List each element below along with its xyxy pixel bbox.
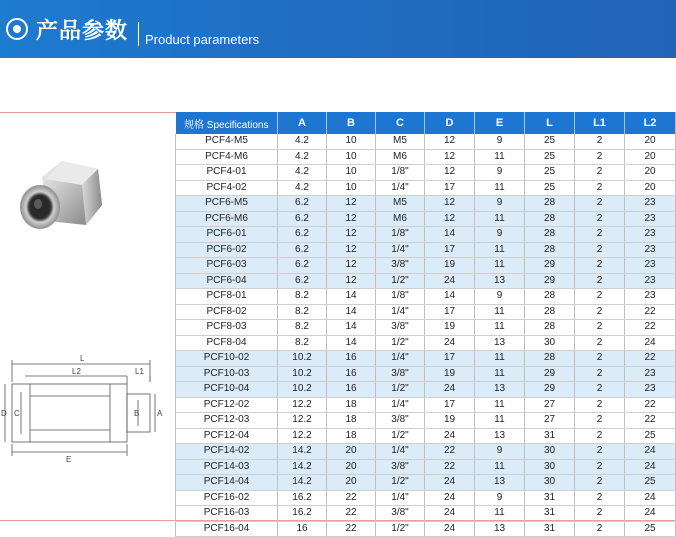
spec-value-cell: 12 bbox=[425, 211, 475, 227]
spec-value-cell: 13 bbox=[475, 273, 525, 289]
spec-value-cell: 24 bbox=[425, 475, 475, 491]
spec-value-cell: 24 bbox=[625, 444, 676, 460]
spec-value-cell: 28 bbox=[525, 196, 575, 212]
spec-value-cell: 20 bbox=[625, 134, 676, 149]
spec-value-cell: 10 bbox=[327, 134, 376, 149]
spec-value-cell: 23 bbox=[625, 273, 676, 289]
spec-value-cell: 30 bbox=[525, 459, 575, 475]
spec-model-cell: PCF8-01 bbox=[176, 289, 278, 305]
spec-value-cell: 2 bbox=[575, 428, 625, 444]
spec-value-cell: 14.2 bbox=[278, 475, 327, 491]
spec-value-cell: 2 bbox=[575, 134, 625, 149]
spec-value-cell: 13 bbox=[475, 521, 525, 537]
table-row bbox=[176, 196, 676, 212]
spec-value-cell: 16 bbox=[327, 382, 376, 398]
spec-value-cell: 1/2" bbox=[376, 475, 425, 491]
column-header: L2 bbox=[625, 112, 676, 134]
spec-value-cell: 2 bbox=[575, 289, 625, 305]
spec-value-cell: 12 bbox=[425, 149, 475, 165]
table-row bbox=[176, 211, 676, 227]
spec-value-cell: 14.2 bbox=[278, 444, 327, 460]
spec-value-cell: 9 bbox=[475, 289, 525, 305]
specifications-table bbox=[175, 112, 676, 537]
spec-value-cell: 22 bbox=[625, 351, 676, 367]
spec-value-cell: 20 bbox=[625, 180, 676, 196]
diagram-label-D: D bbox=[1, 409, 7, 418]
diagram-label-E: E bbox=[66, 455, 72, 464]
spec-value-cell: 16 bbox=[327, 351, 376, 367]
column-header: L1 bbox=[575, 112, 625, 134]
spec-value-cell: 23 bbox=[625, 289, 676, 305]
table-row bbox=[176, 475, 676, 491]
fitting-photo bbox=[16, 155, 108, 245]
page-subtitle: Product parameters bbox=[145, 32, 260, 47]
table-row bbox=[176, 351, 676, 367]
spec-value-cell: 1/8" bbox=[376, 227, 425, 243]
spec-value-cell: 2 bbox=[575, 397, 625, 413]
spec-value-cell: 24 bbox=[425, 506, 475, 522]
spec-value-cell: 16.2 bbox=[278, 506, 327, 522]
table-row bbox=[176, 444, 676, 460]
spec-value-cell: 17 bbox=[425, 351, 475, 367]
spec-value-cell: 19 bbox=[425, 320, 475, 336]
spec-model-cell: PCF8-04 bbox=[176, 335, 278, 351]
spec-value-cell: 17 bbox=[425, 180, 475, 196]
table-row bbox=[176, 397, 676, 413]
table-body bbox=[176, 134, 676, 537]
spec-value-cell: 1/2" bbox=[376, 335, 425, 351]
spec-model-cell: PCF16-03 bbox=[176, 506, 278, 522]
spec-value-cell: 2 bbox=[575, 490, 625, 506]
spec-value-cell: 11 bbox=[475, 366, 525, 382]
diagram-label-C: C bbox=[14, 409, 20, 418]
spec-value-cell: 31 bbox=[525, 521, 575, 537]
spec-value-cell: 11 bbox=[475, 258, 525, 274]
table-row bbox=[176, 335, 676, 351]
spec-value-cell: 11 bbox=[475, 304, 525, 320]
spec-value-cell: 22 bbox=[425, 444, 475, 460]
spec-value-cell: M6 bbox=[376, 211, 425, 227]
table-row bbox=[176, 258, 676, 274]
spec-value-cell: 18 bbox=[327, 397, 376, 413]
spec-model-cell: PCF6-03 bbox=[176, 258, 278, 274]
spec-model-cell: PCF10-02 bbox=[176, 351, 278, 367]
spec-value-cell: 17 bbox=[425, 397, 475, 413]
spec-value-cell: 29 bbox=[525, 258, 575, 274]
spec-value-cell: 1/8" bbox=[376, 165, 425, 181]
table-row bbox=[176, 459, 676, 475]
spec-model-cell: PCF12-04 bbox=[176, 428, 278, 444]
table-row bbox=[176, 320, 676, 336]
spec-value-cell: 12 bbox=[425, 134, 475, 149]
spec-model-cell: PCF12-03 bbox=[176, 413, 278, 429]
spec-value-cell: 23 bbox=[625, 366, 676, 382]
spec-value-cell: 1/4" bbox=[376, 242, 425, 258]
spec-value-cell: 14 bbox=[327, 304, 376, 320]
spec-value-cell: 3/8" bbox=[376, 258, 425, 274]
column-header: 规格 Specifications bbox=[176, 112, 278, 134]
spec-value-cell: 25 bbox=[525, 134, 575, 149]
spec-value-cell: 14 bbox=[327, 335, 376, 351]
spec-value-cell: 30 bbox=[525, 444, 575, 460]
spec-value-cell: 24 bbox=[625, 459, 676, 475]
spec-model-cell: PCF6-M6 bbox=[176, 211, 278, 227]
spec-value-cell: 1/4" bbox=[376, 351, 425, 367]
spec-value-cell: 12 bbox=[327, 242, 376, 258]
spec-model-cell: PCF14-04 bbox=[176, 475, 278, 491]
spec-value-cell: 24 bbox=[425, 428, 475, 444]
spec-value-cell: 6.2 bbox=[278, 227, 327, 243]
spec-value-cell: 29 bbox=[525, 382, 575, 398]
spec-value-cell: 28 bbox=[525, 304, 575, 320]
spec-model-cell: PCF14-03 bbox=[176, 459, 278, 475]
spec-value-cell: 28 bbox=[525, 227, 575, 243]
spec-value-cell: 11 bbox=[475, 320, 525, 336]
spec-value-cell: 27 bbox=[525, 397, 575, 413]
spec-value-cell: 25 bbox=[625, 428, 676, 444]
spec-value-cell: 19 bbox=[425, 258, 475, 274]
spec-value-cell: 24 bbox=[425, 335, 475, 351]
spec-value-cell: 1/4" bbox=[376, 397, 425, 413]
column-header: D bbox=[425, 112, 475, 134]
spec-value-cell: 28 bbox=[525, 351, 575, 367]
spec-value-cell: 9 bbox=[475, 227, 525, 243]
spec-value-cell: 28 bbox=[525, 242, 575, 258]
spec-value-cell: 30 bbox=[525, 475, 575, 491]
spec-value-cell: 2 bbox=[575, 475, 625, 491]
spec-value-cell: 2 bbox=[575, 459, 625, 475]
spec-value-cell: 23 bbox=[625, 382, 676, 398]
spec-value-cell: 6.2 bbox=[278, 196, 327, 212]
spec-value-cell: 20 bbox=[625, 149, 676, 165]
spec-value-cell: 14 bbox=[425, 227, 475, 243]
spec-value-cell: 9 bbox=[475, 444, 525, 460]
spec-value-cell: 31 bbox=[525, 506, 575, 522]
spec-value-cell: 12.2 bbox=[278, 397, 327, 413]
spec-value-cell: 3/8" bbox=[376, 506, 425, 522]
spec-model-cell: PCF16-04 bbox=[176, 521, 278, 537]
spec-model-cell: PCF10-03 bbox=[176, 366, 278, 382]
spec-value-cell: 2 bbox=[575, 165, 625, 181]
page-title: 产品参数 bbox=[36, 19, 129, 44]
spec-value-cell: 28 bbox=[525, 211, 575, 227]
column-header: E bbox=[475, 112, 525, 134]
spec-value-cell: 10 bbox=[327, 180, 376, 196]
spec-value-cell: 23 bbox=[625, 258, 676, 274]
spec-value-cell: 10 bbox=[327, 165, 376, 181]
spec-value-cell: 25 bbox=[525, 149, 575, 165]
spec-value-cell: 27 bbox=[525, 413, 575, 429]
spec-value-cell: 23 bbox=[625, 227, 676, 243]
table-row bbox=[176, 165, 676, 181]
diagram-label-L: L bbox=[80, 354, 85, 363]
spec-value-cell: 13 bbox=[475, 428, 525, 444]
spec-value-cell: 1/2" bbox=[376, 382, 425, 398]
table-row bbox=[176, 428, 676, 444]
spec-model-cell: PCF4-M5 bbox=[176, 134, 278, 149]
spec-value-cell: 1/4" bbox=[376, 444, 425, 460]
spec-value-cell: 12 bbox=[425, 165, 475, 181]
spec-value-cell: 31 bbox=[525, 428, 575, 444]
spec-value-cell: 11 bbox=[475, 149, 525, 165]
spec-value-cell: 3/8" bbox=[376, 459, 425, 475]
spec-value-cell: 22 bbox=[327, 506, 376, 522]
spec-value-cell: 24 bbox=[625, 506, 676, 522]
dimension-diagram bbox=[0, 352, 170, 472]
spec-value-cell: 12 bbox=[327, 273, 376, 289]
diagram-label-B: B bbox=[134, 409, 140, 418]
spec-value-cell: 12.2 bbox=[278, 413, 327, 429]
spec-value-cell: 2 bbox=[575, 258, 625, 274]
spec-value-cell: 11 bbox=[475, 413, 525, 429]
spec-value-cell: 8.2 bbox=[278, 335, 327, 351]
spec-value-cell: 25 bbox=[525, 165, 575, 181]
spec-value-cell: 17 bbox=[425, 242, 475, 258]
spec-value-cell: 25 bbox=[625, 521, 676, 537]
spec-model-cell: PCF6-02 bbox=[176, 242, 278, 258]
spec-value-cell: 14 bbox=[327, 289, 376, 305]
spec-value-cell: 24 bbox=[425, 521, 475, 537]
spec-value-cell: 11 bbox=[475, 351, 525, 367]
spec-value-cell: 3/8" bbox=[376, 413, 425, 429]
spec-value-cell: 29 bbox=[525, 366, 575, 382]
spec-value-cell: 16.2 bbox=[278, 490, 327, 506]
spec-value-cell: 4.2 bbox=[278, 180, 327, 196]
spec-value-cell: 22 bbox=[625, 320, 676, 336]
spec-value-cell: 2 bbox=[575, 413, 625, 429]
spec-value-cell: 1/4" bbox=[376, 304, 425, 320]
spec-value-cell: 24 bbox=[625, 335, 676, 351]
column-header: C bbox=[376, 112, 425, 134]
target-icon bbox=[6, 18, 28, 40]
column-header: B bbox=[327, 112, 376, 134]
spec-value-cell: 25 bbox=[525, 180, 575, 196]
spec-value-cell: 23 bbox=[625, 242, 676, 258]
spec-value-cell: 30 bbox=[525, 335, 575, 351]
spec-value-cell: 14 bbox=[327, 320, 376, 336]
spec-value-cell: 25 bbox=[625, 475, 676, 491]
spec-value-cell: 9 bbox=[475, 196, 525, 212]
spec-value-cell: 1/4" bbox=[376, 180, 425, 196]
spec-value-cell: 18 bbox=[327, 428, 376, 444]
table-row bbox=[176, 366, 676, 382]
spec-value-cell: 12 bbox=[425, 196, 475, 212]
spec-value-cell: 2 bbox=[575, 211, 625, 227]
spec-value-cell: 13 bbox=[475, 475, 525, 491]
spec-value-cell: M5 bbox=[376, 134, 425, 149]
spec-value-cell: 2 bbox=[575, 521, 625, 537]
spec-model-cell: PCF4-02 bbox=[176, 180, 278, 196]
spec-value-cell: 1/4" bbox=[376, 490, 425, 506]
table-row bbox=[176, 490, 676, 506]
diagram-label-L1: L1 bbox=[135, 367, 144, 376]
column-header: L bbox=[525, 112, 575, 134]
table-row bbox=[176, 134, 676, 149]
spec-value-cell: 10.2 bbox=[278, 366, 327, 382]
table-row bbox=[176, 180, 676, 196]
spec-model-cell: PCF6-M5 bbox=[176, 196, 278, 212]
spec-value-cell: 14.2 bbox=[278, 459, 327, 475]
spec-value-cell: 6.2 bbox=[278, 258, 327, 274]
table-row bbox=[176, 289, 676, 305]
spec-value-cell: 24 bbox=[425, 273, 475, 289]
column-header: A bbox=[278, 112, 327, 134]
spec-value-cell: 12 bbox=[327, 211, 376, 227]
spec-value-cell: 6.2 bbox=[278, 242, 327, 258]
spec-value-cell: 18 bbox=[327, 413, 376, 429]
spec-value-cell: 2 bbox=[575, 180, 625, 196]
spec-model-cell: PCF16-02 bbox=[176, 490, 278, 506]
spec-model-cell: PCF14-02 bbox=[176, 444, 278, 460]
spec-value-cell: 2 bbox=[575, 366, 625, 382]
spec-value-cell: 2 bbox=[575, 149, 625, 165]
spec-value-cell: 24 bbox=[425, 382, 475, 398]
spec-value-cell: 28 bbox=[525, 320, 575, 336]
spec-value-cell: 20 bbox=[625, 165, 676, 181]
spec-value-cell: 4.2 bbox=[278, 149, 327, 165]
spec-value-cell: M6 bbox=[376, 149, 425, 165]
spec-value-cell: 22 bbox=[625, 397, 676, 413]
spec-value-cell: 22 bbox=[327, 490, 376, 506]
spec-value-cell: 4.2 bbox=[278, 134, 327, 149]
spec-value-cell: M5 bbox=[376, 196, 425, 212]
spec-value-cell: 6.2 bbox=[278, 211, 327, 227]
table-row bbox=[176, 506, 676, 522]
table-header-row bbox=[176, 112, 676, 134]
spec-value-cell: 8.2 bbox=[278, 320, 327, 336]
spec-value-cell: 11 bbox=[475, 180, 525, 196]
spec-value-cell: 16 bbox=[327, 366, 376, 382]
header-banner bbox=[0, 0, 676, 58]
spec-value-cell: 9 bbox=[475, 134, 525, 149]
spec-value-cell: 22 bbox=[625, 413, 676, 429]
table-row bbox=[176, 413, 676, 429]
table-row bbox=[176, 382, 676, 398]
spec-model-cell: PCF6-04 bbox=[176, 273, 278, 289]
spec-value-cell: 28 bbox=[525, 289, 575, 305]
spec-value-cell: 31 bbox=[525, 490, 575, 506]
spec-value-cell: 1/2" bbox=[376, 273, 425, 289]
spec-value-cell: 16 bbox=[278, 521, 327, 537]
spec-model-cell: PCF8-03 bbox=[176, 320, 278, 336]
spec-value-cell: 2 bbox=[575, 227, 625, 243]
table-row bbox=[176, 273, 676, 289]
spec-value-cell: 1/2" bbox=[376, 428, 425, 444]
spec-value-cell: 24 bbox=[625, 490, 676, 506]
spec-value-cell: 11 bbox=[475, 506, 525, 522]
spec-value-cell: 8.2 bbox=[278, 304, 327, 320]
spec-value-cell: 11 bbox=[475, 459, 525, 475]
spec-value-cell: 9 bbox=[475, 490, 525, 506]
spec-model-cell: PCF12-02 bbox=[176, 397, 278, 413]
spec-value-cell: 2 bbox=[575, 444, 625, 460]
spec-value-cell: 10 bbox=[327, 149, 376, 165]
spec-model-cell: PCF4-M6 bbox=[176, 149, 278, 165]
spec-value-cell: 2 bbox=[575, 335, 625, 351]
spec-value-cell: 22 bbox=[625, 304, 676, 320]
spec-value-cell: 1/8" bbox=[376, 289, 425, 305]
title-divider bbox=[138, 22, 139, 46]
spec-value-cell: 22 bbox=[425, 459, 475, 475]
diagram-label-L2: L2 bbox=[72, 367, 81, 376]
spec-value-cell: 6.2 bbox=[278, 273, 327, 289]
spec-value-cell: 12 bbox=[327, 196, 376, 212]
spec-value-cell: 13 bbox=[475, 382, 525, 398]
spec-value-cell: 20 bbox=[327, 475, 376, 491]
spec-value-cell: 12 bbox=[327, 227, 376, 243]
spec-value-cell: 2 bbox=[575, 351, 625, 367]
spec-value-cell: 11 bbox=[475, 211, 525, 227]
spec-value-cell: 29 bbox=[525, 273, 575, 289]
spec-value-cell: 2 bbox=[575, 382, 625, 398]
spec-value-cell: 13 bbox=[475, 335, 525, 351]
spec-value-cell: 14 bbox=[425, 289, 475, 305]
spec-value-cell: 24 bbox=[425, 490, 475, 506]
diagram-label-A: A bbox=[157, 409, 163, 418]
spec-value-cell: 3/8" bbox=[376, 366, 425, 382]
spec-value-cell: 19 bbox=[425, 366, 475, 382]
spec-value-cell: 2 bbox=[575, 273, 625, 289]
spec-value-cell: 12 bbox=[327, 258, 376, 274]
spec-value-cell: 20 bbox=[327, 444, 376, 460]
spec-value-cell: 4.2 bbox=[278, 165, 327, 181]
spec-value-cell: 10.2 bbox=[278, 382, 327, 398]
spec-value-cell: 8.2 bbox=[278, 289, 327, 305]
spec-value-cell: 11 bbox=[475, 242, 525, 258]
spec-model-cell: PCF4-01 bbox=[176, 165, 278, 181]
spec-value-cell: 2 bbox=[575, 506, 625, 522]
spec-value-cell: 1/2" bbox=[376, 521, 425, 537]
spec-value-cell: 17 bbox=[425, 304, 475, 320]
table-row bbox=[176, 521, 676, 537]
spec-value-cell: 3/8" bbox=[376, 320, 425, 336]
spec-value-cell: 20 bbox=[327, 459, 376, 475]
spec-value-cell: 11 bbox=[475, 397, 525, 413]
spec-value-cell: 12.2 bbox=[278, 428, 327, 444]
spec-value-cell: 2 bbox=[575, 196, 625, 212]
table-row bbox=[176, 227, 676, 243]
spec-value-cell: 23 bbox=[625, 196, 676, 212]
spec-value-cell: 23 bbox=[625, 211, 676, 227]
spec-value-cell: 2 bbox=[575, 242, 625, 258]
spec-model-cell: PCF8-02 bbox=[176, 304, 278, 320]
spec-value-cell: 2 bbox=[575, 304, 625, 320]
spec-value-cell: 9 bbox=[475, 165, 525, 181]
table-row bbox=[176, 304, 676, 320]
spec-value-cell: 22 bbox=[327, 521, 376, 537]
spec-model-cell: PCF10-04 bbox=[176, 382, 278, 398]
spec-model-cell: PCF6-01 bbox=[176, 227, 278, 243]
spec-value-cell: 2 bbox=[575, 320, 625, 336]
spec-value-cell: 10.2 bbox=[278, 351, 327, 367]
spec-value-cell: 19 bbox=[425, 413, 475, 429]
table-row bbox=[176, 242, 676, 258]
table-row bbox=[176, 149, 676, 165]
